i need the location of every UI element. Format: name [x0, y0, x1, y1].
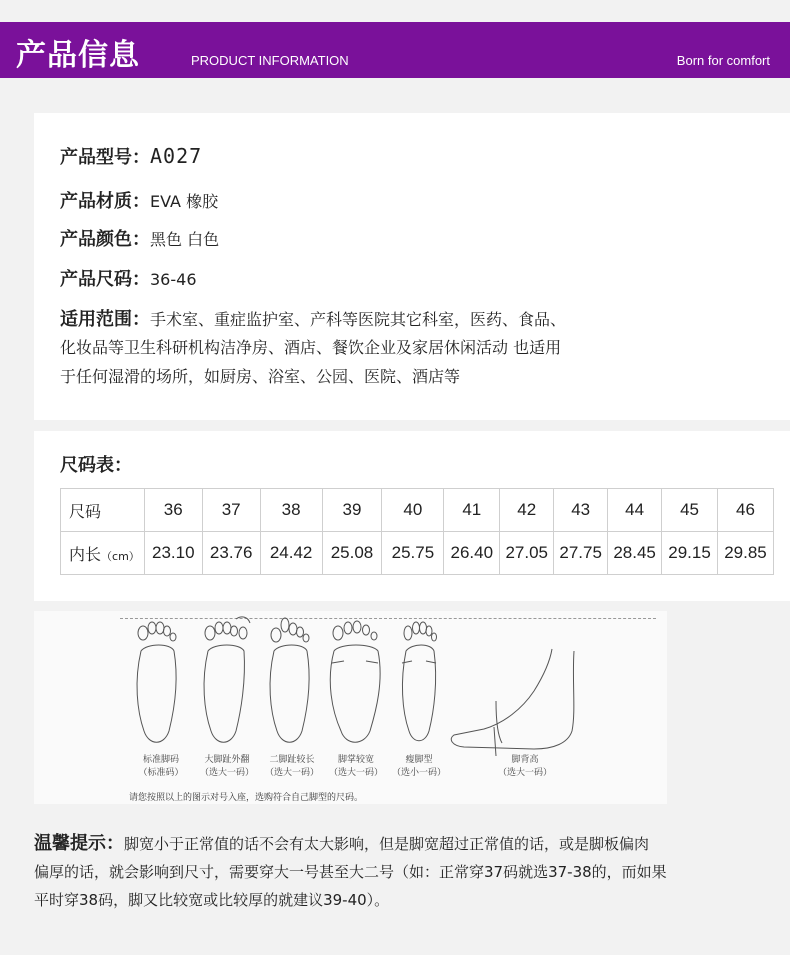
length-label: 内长	[69, 544, 102, 564]
scope-line-2: 化妆品等卫生科研机构洁净房、酒店、餐饮企业及家居休闲活动 也适用	[60, 338, 562, 357]
size-cell: 39	[322, 489, 382, 532]
tip-label: 温馨提示：	[34, 833, 124, 854]
foot-label-5-name: 瘦脚型	[405, 755, 433, 765]
length-cell: 23.76	[202, 532, 260, 575]
size-cell: 36	[144, 489, 202, 532]
page-title: 产品信息	[16, 38, 140, 73]
size-row	[60, 265, 197, 291]
material-row	[60, 187, 218, 213]
foot-illustrations	[34, 611, 667, 771]
high-instep-foot-icon	[451, 649, 574, 756]
foot-label-5	[384, 754, 454, 780]
foot-label-3	[257, 754, 327, 780]
scope-row	[60, 305, 566, 331]
product-info-card	[34, 113, 790, 420]
length-unit: （cm）	[101, 549, 140, 563]
foot-label-6-advice: （选大一码）	[497, 768, 552, 778]
foot-label-1-advice: （标准码）	[138, 768, 184, 778]
size-row-label: 尺码	[61, 489, 145, 532]
tip-line-2: 偏厚的话，就会影响到尺寸，需要穿大一号甚至大二号（如：正常穿37码就选37-38的，而如果	[34, 863, 667, 881]
length-cell: 27.05	[500, 532, 554, 575]
size-label: 产品尺码：	[60, 269, 150, 290]
length-cell: 25.08	[322, 532, 382, 575]
size-chart-title: 尺码表：	[60, 455, 132, 476]
scope-line-3: 于任何湿滑的场所，如厨房、浴室、公园、医院、酒店等	[60, 367, 461, 386]
material-label: 产品材质：	[60, 191, 150, 212]
size-cell: 44	[608, 489, 662, 532]
scope-label: 适用范围：	[60, 309, 150, 330]
size-value: 36-46	[150, 270, 197, 289]
foot-label-4-name: 脚掌较宽	[337, 755, 374, 765]
standard-foot-icon	[137, 622, 176, 742]
size-cell: 42	[500, 489, 554, 532]
model-value: A027	[150, 144, 203, 168]
length-cell: 25.75	[382, 532, 444, 575]
foot-label-4	[321, 754, 391, 780]
size-table	[60, 488, 774, 575]
foot-label-2-name: 大脚趾外翻	[204, 755, 250, 765]
color-label: 产品颜色：	[60, 229, 150, 250]
tagline: Born for comfort	[676, 53, 770, 68]
tip-line-1	[34, 829, 754, 855]
scope-line-1: 手术室、重症监护室、产科等医院其它科室，医药、食品、	[150, 310, 567, 329]
color-row	[60, 225, 219, 251]
foot-label-2	[192, 754, 262, 780]
size-cell: 46	[717, 489, 773, 532]
size-chart-card	[34, 431, 790, 601]
size-row	[61, 489, 774, 532]
foot-label-2-advice: （选大一码）	[199, 768, 254, 778]
length-cell: 24.42	[260, 532, 322, 575]
long-second-toe-foot-icon	[270, 618, 309, 742]
size-cell: 40	[382, 489, 444, 532]
size-cell: 37	[202, 489, 260, 532]
material-value: EVA 橡胶	[150, 192, 219, 211]
length-cell: 28.45	[608, 532, 662, 575]
color-value: 黑色 白色	[150, 230, 220, 249]
length-cell: 26.40	[444, 532, 500, 575]
foot-label-6-name: 脚背高	[511, 755, 539, 765]
wide-foot-icon	[330, 621, 380, 742]
length-cell: 27.75	[554, 532, 608, 575]
length-cell: 29.15	[662, 532, 718, 575]
tip-text-1: 脚宽小于正常值的话不会有太大影响，但是脚宽超过正常值的话，或是脚板偏肉	[124, 835, 650, 853]
foot-label-5-advice: （选小一码）	[391, 768, 446, 778]
length-cell: 23.10	[144, 532, 202, 575]
length-row	[61, 532, 774, 575]
model-row	[60, 143, 202, 169]
page-subtitle: PRODUCT INFORMATION	[191, 53, 349, 68]
size-cell: 38	[260, 489, 322, 532]
foot-label-1	[126, 754, 196, 780]
foot-label-3-advice: （选大一码）	[264, 768, 319, 778]
slim-foot-icon	[402, 622, 437, 741]
foot-label-4-advice: （选大一码）	[328, 768, 383, 778]
foot-guide-note: 请您按照以上的图示对号入座，选购符合自己脚型的尺码。	[129, 793, 364, 803]
length-row-label	[61, 532, 145, 575]
size-cell: 41	[444, 489, 500, 532]
foot-label-3-name: 二脚趾较长	[269, 755, 315, 765]
length-cell: 29.85	[717, 532, 773, 575]
size-cell: 43	[554, 489, 608, 532]
foot-label-1-name: 标准脚码	[142, 755, 179, 765]
bunion-foot-icon	[204, 617, 250, 742]
foot-label-6	[490, 754, 560, 780]
foot-shape-guide	[34, 611, 667, 804]
header-banner	[0, 22, 790, 78]
tip-line-3: 平时穿38码，脚又比较宽或比较厚的就建议39-40）。	[34, 891, 390, 909]
model-label: 产品型号：	[60, 147, 150, 168]
size-cell: 45	[662, 489, 718, 532]
